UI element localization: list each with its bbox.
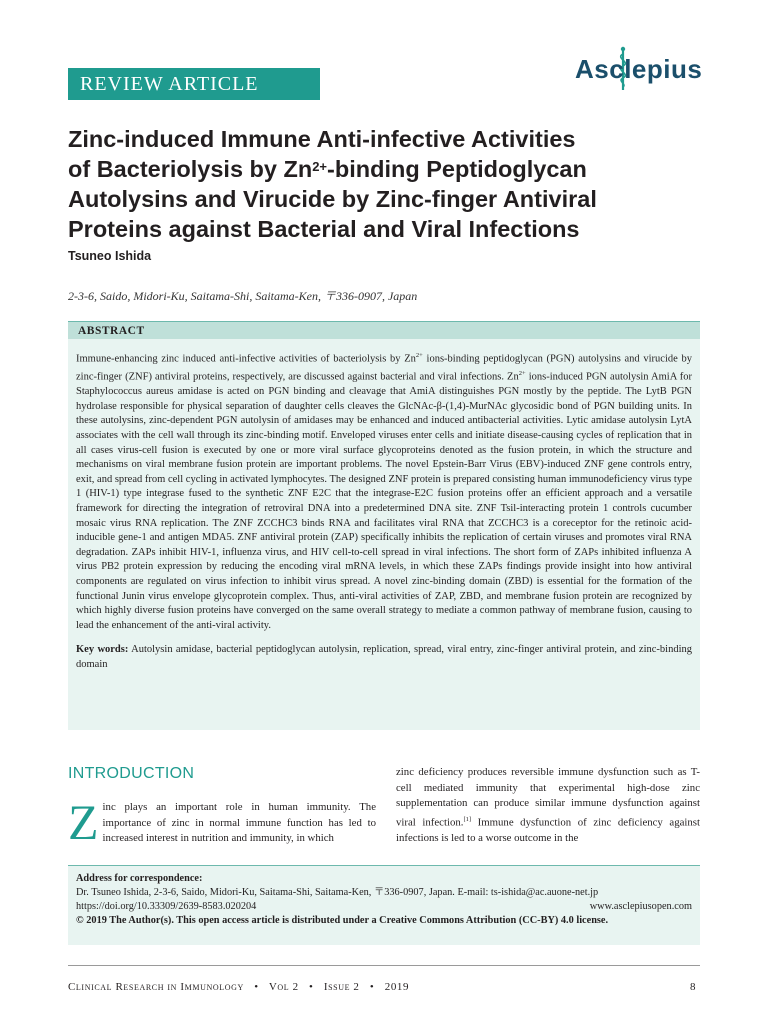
footer-separator: •	[369, 981, 375, 993]
publisher-logo	[575, 46, 705, 92]
publisher-logo-text: Asclepius	[575, 54, 703, 84]
abstract-box	[68, 339, 700, 730]
introduction-right-column: zinc deficiency produces reversible immune dysfunction such as T-cell mediated immunity that experimental high-dose zinc supplementation can produce similar immune dysfunction against viral infection.[1] Immune dysfunction of zinc deficiency against infections is led to a worse outcome in the	[396, 766, 700, 844]
website-link[interactable]: www.asclepiusopen.com	[589, 901, 692, 912]
abstract-heading: ABSTRACT	[68, 321, 700, 339]
abstract-text: Immune-enhancing zinc induced anti-infective activities of bacteriolysis by $Zn^{2+}$ ions-binding peptidoglycan (PGN) autolysins and virucide by zinc-finger (ZNF) antiviral proteins, respectively, are discussed against bacterial and viral infections. $Zn^{2+}$ ions-induced PGN autolysin AmiA for Staphylococcus aureus amidase is acted on PGN binding and cleavage that AmiA distinguishes PGN mostly by the peptide. The LytB PGN hydrolase responsible for physical separation of daughter cells cleaves the GlcNAc-β-(1,4)-MurNAc glycosidic bond of PGN building units. In these autolysins, zinc-dependent PGN autolysin of amidases may be enhanced and induced antibacterial activities. Lytic amidase autolysin LytA associates with the cell wall through its zinc-binding motif. Enveloped viruses enter cells and initiate disease-causing cycles of replication that in all cases virus-cell fusion is executed by one or more viral surface glycoproteins denoted as the fusion protein, in which the structure and mechanisms on viral membrane fusion protein are important problems. The novel Epstein-Barr Virus (EBV)-induced ZNF gene controls entry, exit, and spread from cell cycling in activated lymphocytes. The designed ZNF protein is prepared consisting human immunodeficiency virus type 1 (HIV-1) type integrase fused to the synthetic ZNF E2C that the integrase-E2C fusion proteins offer an efficient approach and a versatile framework for directing the integration of retroviral DNA into a predetermined DNA site. ZNF Tsil-interacting protein 1 controls cucumber mosaic virus RNA replication. The ZNF ZCCHC3 binds RNA and facilitates viral RNA that ZCCHC3 is a coreceptor for the retinoic acid-inducible gene-1 and antigen MDA5. ZNF antiviral protein (ZAP) specifically inhibits the replication of certain viruses and promotes viral RNA degradation. ZAPs inhibit HIV-1, influenza virus, and HIV cell-to-cell spread in viral infections. The short form of ZAPs inhibited influenza A virus PB2 protein expression by reducing the encoding viral mRNA levels, in which these ZAPs findings provide insight into how antiviral components are regulated on virus infection to inhibit virus spread. A novel zinc-binding domain (ZBD) is essential for the formation of the functional Junin virus envelope glycoprotein complex. Thus, anti-viral activities of ZAP, ZBD, and membrane fusion protein are recognized by which highly diverse fusion proteins have converged on the same overall strategy to mediate a common pathway of membrane fusion, causing to lead the enhancement of the anti-viral activity.	[76, 352, 693, 631]
footer-separator: •	[309, 981, 314, 993]
correspondence-address: Dr. Tsuneo Ishida, 2-3-6, Saido, Midori-Ku, Saitama-Shi, Saitama-Ken, 〒336-0907, Japan. E-mail: ts-ishida@ac.auone-net.jp	[76, 887, 599, 898]
keywords-label: Key words:	[76, 644, 129, 656]
year: 2019	[384, 981, 410, 993]
doi-link[interactable]: https://doi.org/10.33309/2639-8583.020204	[76, 901, 257, 912]
article-title: Zinc-induced Immune Anti-infective Activities of Bacteriolysis by $Zn^{2+}$-binding Peptidoglycan Autolysins and Virucide by Zinc-finger Antiviral Proteins against Bacterial and Viral Infections	[68, 126, 597, 242]
correspondence-heading: Address for correspondence:	[76, 873, 203, 884]
journal-name: Clinical Research in Immunology	[68, 981, 244, 993]
keywords: Key words: Autolysin amidase, bacterial peptidoglycan autolysin, replication, spread, viral entry, zinc-finger antiviral protein, and zinc-binding domain	[76, 644, 692, 670]
reference-citation[interactable]: [1]	[463, 815, 472, 823]
author-name: Tsuneo Ishida	[68, 249, 152, 263]
introduction-heading: INTRODUCTION	[68, 765, 195, 782]
article-type-banner: REVIEW ARTICLE	[68, 68, 320, 100]
introduction-left-column: Zinc plays an important role in human immunity. The importance of zinc in normal immune function has led to increased interest in nutrition and immunity, in which	[68, 794, 376, 850]
drop-cap: Z	[68, 794, 99, 850]
author-affiliation: 2-3-6, Saido, Midori-Ku, Saitama-Shi, Saitama-Ken, 〒336-0907, Japan	[68, 289, 418, 303]
volume: Vol 2	[268, 981, 299, 993]
footer-divider	[68, 965, 700, 966]
license-statement: © 2019 The Author(s). This open access article is distributed under a Creative Commons Attribution (CC-BY) 4.0 license.	[76, 915, 609, 926]
correspondence-box	[68, 865, 700, 945]
footer-separator: •	[254, 981, 259, 993]
journal-footer	[68, 981, 416, 993]
page-number: 8	[690, 981, 696, 993]
issue: Issue 2	[323, 981, 360, 993]
